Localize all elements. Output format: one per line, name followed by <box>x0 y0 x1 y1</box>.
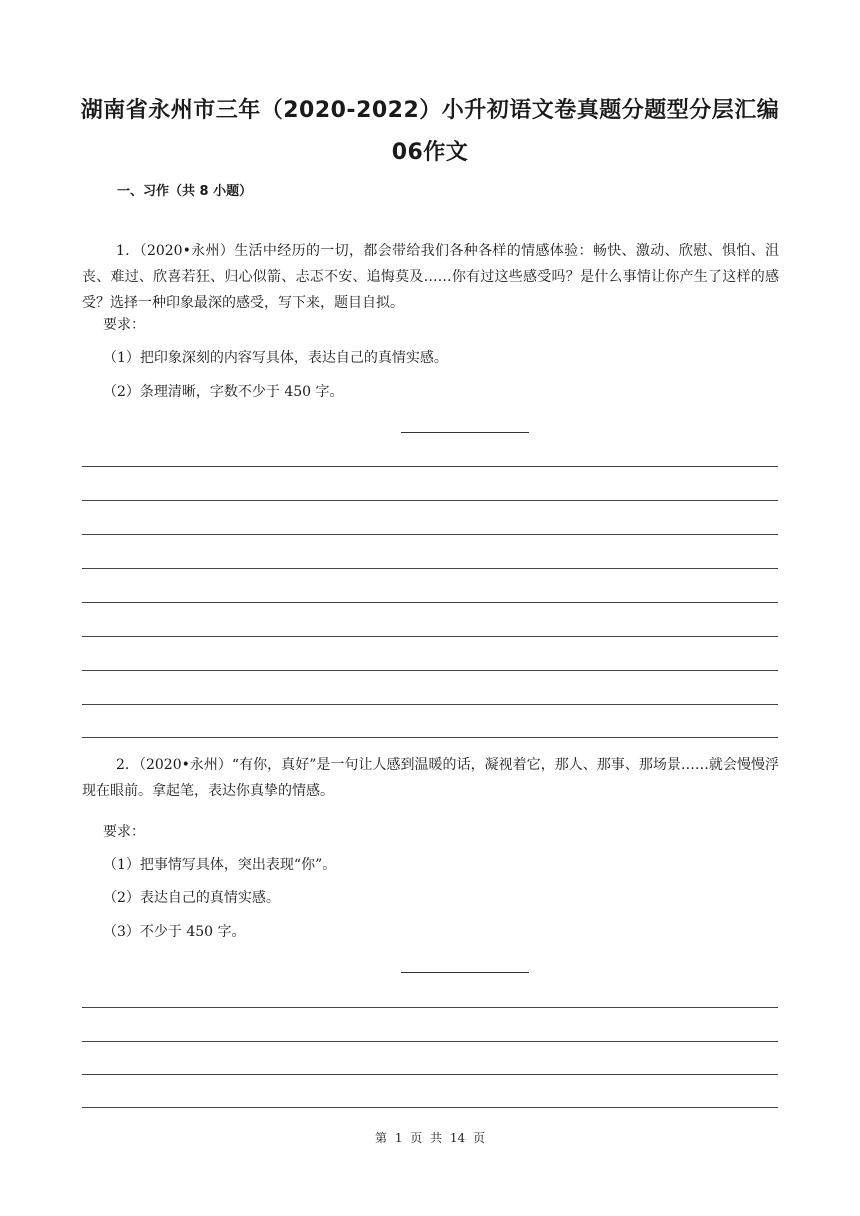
writing-line[interactable] <box>82 737 778 738</box>
question-1-requirement-2: （2）条理清晰，字数不少于 450 字。 <box>103 384 344 400</box>
writing-line[interactable] <box>82 534 778 535</box>
question-2-requirement-1: （1）把事情写具体，突出表现“你”。 <box>103 857 337 873</box>
question-2-body: 2．（2020•永州）“有你，真好”是一句让人感到温暖的话，凝视着它，那人、那事、那场景……就会慢慢浮现在眼前。拿起笔，表达你真挚的情感。 <box>82 757 779 799</box>
writing-line[interactable] <box>82 500 778 501</box>
writing-line[interactable] <box>82 1041 778 1042</box>
writing-line[interactable] <box>82 568 778 569</box>
title-blank-line-2[interactable] <box>401 972 529 973</box>
writing-line[interactable] <box>82 1007 778 1008</box>
title-blank-line-1[interactable] <box>401 432 529 433</box>
question-1-requirement-1: （1）把印象深刻的内容写具体，表达自己的真情实感。 <box>103 350 448 366</box>
writing-line[interactable] <box>82 1074 778 1075</box>
question-2-requirements-label: 要求： <box>103 824 145 840</box>
page-footer: 第 1 页 共 14 页 <box>375 1131 485 1145</box>
document-title-line2: 06作文 <box>391 140 469 165</box>
section-heading: 一、习作（共 8 小题） <box>117 184 253 199</box>
writing-line[interactable] <box>82 466 778 467</box>
writing-line[interactable] <box>82 602 778 603</box>
document-title-line1: 湖南省永州市三年（2020-2022）小升初语文卷真题分题型分层汇编 <box>80 98 780 123</box>
writing-line[interactable] <box>82 1107 778 1108</box>
writing-line[interactable] <box>82 636 778 637</box>
question-2-requirement-3: （3）不少于 450 字。 <box>103 924 246 940</box>
question-2-requirement-2: （2）表达自己的真情实感。 <box>103 890 280 906</box>
question-1-body: 1．（2020•永州）生活中经历的一切，都会带给我们各种各样的情感体验：畅快、激动、欣慰、惧怕、沮丧、难过、欣喜若狂、归心似箭、忐忑不安、追悔莫及……你有过这些感受吗？是什么事情让你产生了这样的感受？选择一种印象最深的感受，写下来，题目自拟。 <box>82 243 779 311</box>
writing-line[interactable] <box>82 704 778 705</box>
question-1-requirements-label: 要求： <box>103 317 145 333</box>
writing-line[interactable] <box>82 670 778 671</box>
